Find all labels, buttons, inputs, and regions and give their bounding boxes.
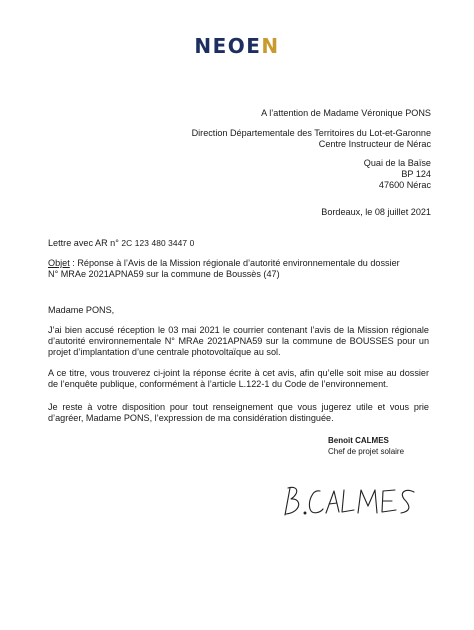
letter-date: Bordeaux, le 08 juillet 2021 [321, 207, 431, 217]
signatory-name: Benoit CALMES [328, 436, 389, 445]
recipient-org-line1: Direction Départementale des Territoires du Lot-et-Garonne [191, 128, 431, 138]
recipient-city: 47600 Nérac [378, 180, 431, 191]
registered-mail-label: Lettre avec AR n° [48, 238, 119, 248]
recipient-bp: BP 124 [401, 169, 431, 180]
recipient-attention: A l’attention de Madame Véronique PONS [261, 108, 431, 118]
paragraph-closing: Je reste à votre disposition pour tout renseignement que vous jugerez utile et vous prie d’agréer, Madame PONS, l’expression de ma considération distinguée. [48, 402, 429, 424]
subject-block [48, 258, 400, 280]
salutation: Madame PONS, [48, 305, 115, 315]
subject-line2: N° MRAe 2021APNA59 sur la commune de Boussès (47) [48, 269, 280, 280]
registered-mail-line [48, 238, 194, 248]
registered-mail-number: 2C 123 480 3447 0 [121, 238, 195, 248]
recipient-attention-block [261, 108, 431, 119]
recipient-address-block [364, 158, 431, 192]
recipient-organization-block [192, 128, 431, 150]
paragraph-acknowledgement: J’ai bien accusé réception le 03 mai 2021 le courrier contenant l’avis de la Mission régionale d’autorité environnementale N° MRAe 2021APNA59 sur la commune de BOUSSES pour un projet d’implantation d’une centrale photovoltaïque au sol. [48, 325, 429, 358]
logo-text-main: NEOE [194, 34, 262, 58]
subject-label: Objet [48, 258, 70, 268]
signatory-title: Chef de projet solaire [328, 447, 405, 456]
neoen-logo [0, 34, 474, 58]
paragraph-attachment: A ce titre, vous trouverez ci-joint la réponse écrite à cet avis, afin qu’elle soit mise au dossier de l’enquête publique, conformément à l’article L.122-1 du Code de l’environnement. [48, 368, 429, 390]
recipient-street: Quai de la Baïse [363, 158, 431, 168]
subject-line1: : Réponse à l’Avis de la Mission régionale d’autorité environnementale du dossier [69, 258, 400, 268]
handwritten-signature [282, 482, 424, 522]
recipient-org-line2: Centre Instructeur de Nérac [318, 139, 431, 150]
logo-text-accent: N [261, 34, 280, 58]
